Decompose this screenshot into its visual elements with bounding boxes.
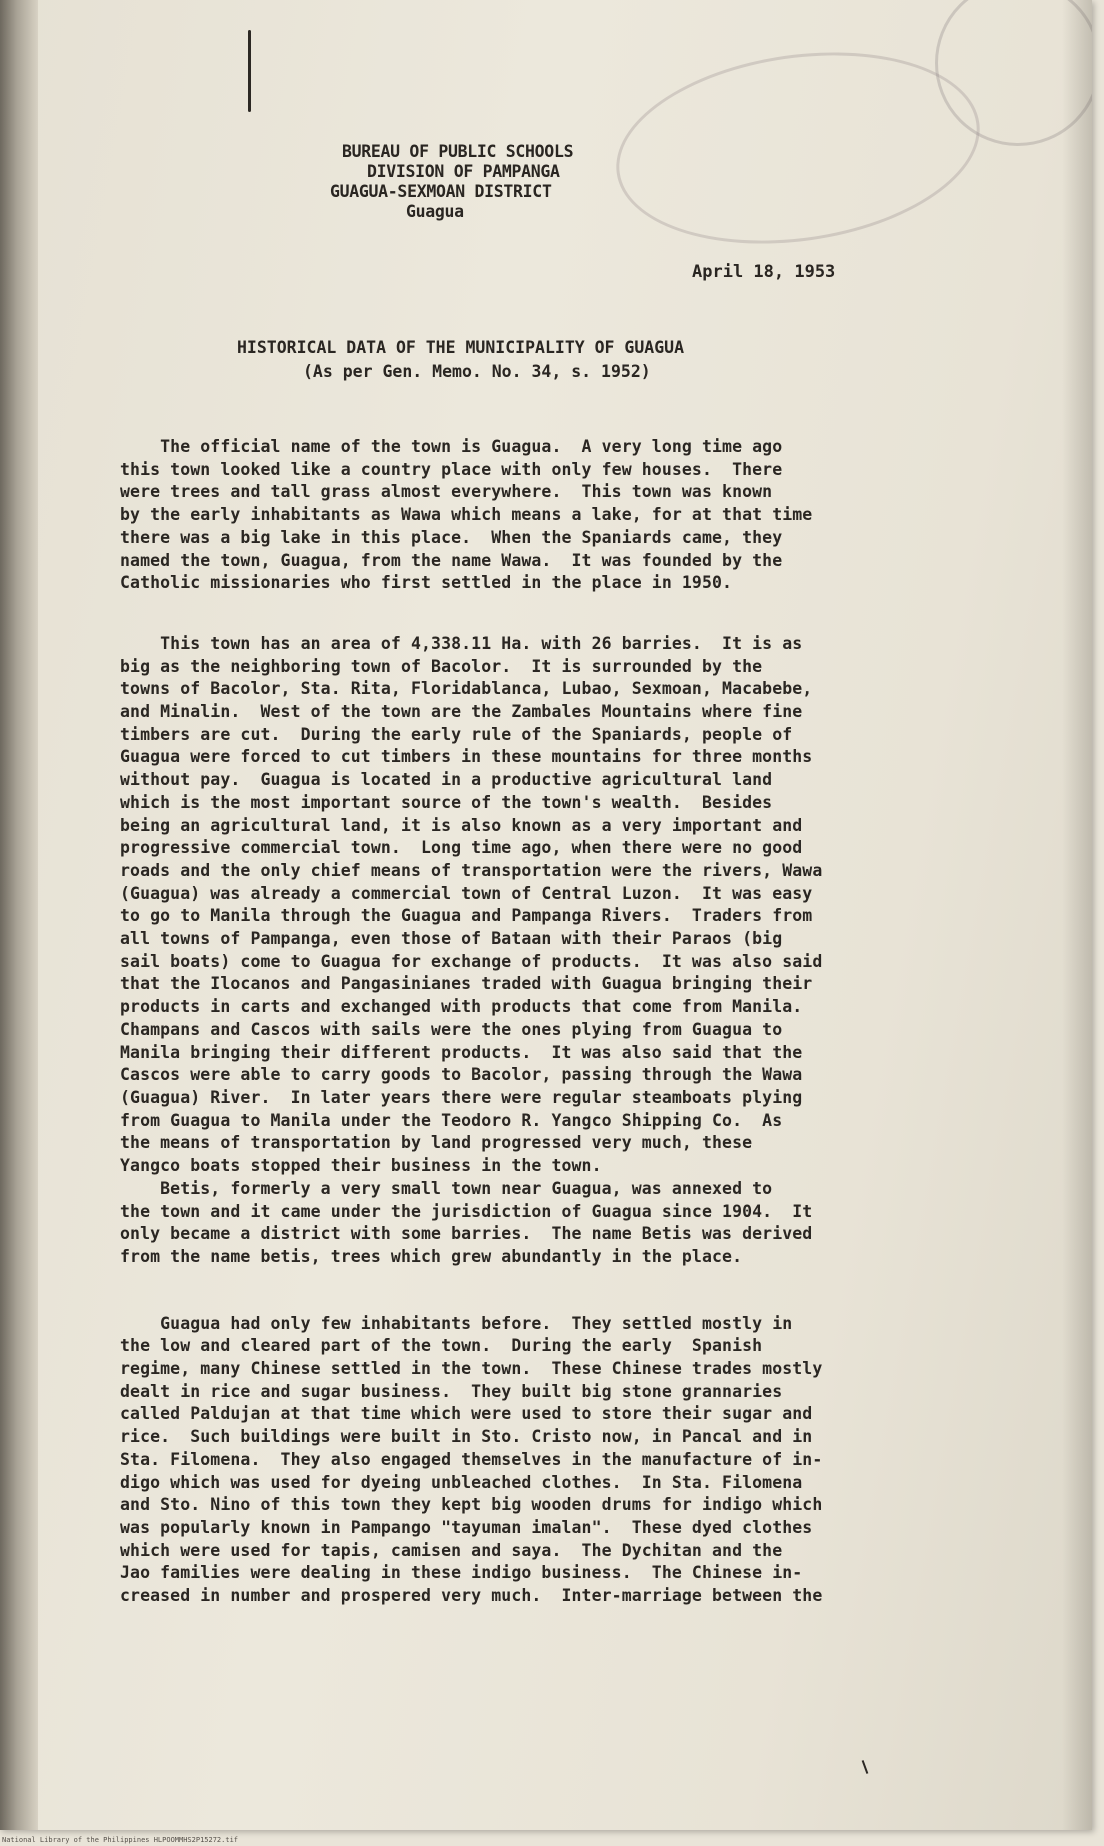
pen-mark bbox=[248, 30, 251, 112]
pen-tick-mark bbox=[862, 1760, 869, 1774]
scan-footer-label: National Library of the Philippines HLPOOMMHS2P15272.tif bbox=[2, 1836, 239, 1844]
letterhead-division: DIVISION OF PAMPANGA bbox=[367, 162, 560, 181]
paragraph-inhabitants: Guagua had only few inhabitants before. They settled mostly in the low and cleared part of the town. During the early Spanish regime, many Chinese settled in the town. These Chinese trades mostly dealt in rice and sugar business. They built big stone grannaries called Paldujan at that time which were used to store their sugar and rice. Such buildings were built in Sto. Cristo now, in Pancal and in Sta. Filomena. They also engaged themselves in the manufacture of in- digo which was used for dyeing unbleached clothes. In Sta. Filomena and Sto. Nino of this town they kept big wooden drums for indigo which was popularly known in Pampango "tayuman imalan". These dyed clothes which were used for tapis, camisen and saya. The Dychitan and the Jao families were dealing in these indigo business. The Chinese in- creased in number and prospered very much. Inter-marriage between the bbox=[120, 1313, 823, 1606]
letterhead-district: GUAGUA-SEXMOAN DISTRICT bbox=[330, 182, 552, 201]
title-subtitle: (As per Gen. Memo. No. 34, s. 1952) bbox=[303, 362, 651, 381]
document-date: April 18, 1953 bbox=[692, 262, 836, 282]
title-main: HISTORICAL DATA OF THE MUNICIPALITY OF GUAGUA bbox=[237, 338, 685, 357]
letterhead-bureau: BUREAU OF PUBLIC SCHOOLS bbox=[342, 142, 574, 161]
paragraph-betis: Betis, formerly a very small town near Guagua, was annexed to the town and it came under the jurisdiction of Guagua since 1904. It only became a district with some barries. The name Betis was derived from the name betis, trees which grew abundantly in the place. bbox=[120, 1178, 813, 1266]
document-body bbox=[120, 436, 1000, 1608]
letterhead bbox=[330, 142, 760, 222]
letterhead-town: Guagua bbox=[406, 202, 464, 221]
document-title bbox=[237, 336, 684, 384]
paragraph-official-name: The official name of the town is Guagua. A very long time ago this town looked like a country place with only few houses. There were trees and tall grass almost everywhere. This town was known by the early inhabitants as Wawa which means a lake, for at that time there was a big lake in this place. When the Spaniards came, they named the town, Guagua, from the name Wawa. It was founded by the Catholic missionaries who first settled in the place in 1950. bbox=[120, 437, 813, 593]
paragraph-area-and-commerce: This town has an area of 4,338.11 Ha. with 26 barries. It is as big as the neighboring town of Bacolor. It is surrounded by the towns of Bacolor, Sta. Rita, Floridablanca, Lubao, Sexmoan, Macabebe, and Minalin. West of the town are the Zambales Mountains where fine timbers are cut. During the early rule of the Spaniards, people of Guagua were forced to cut timbers in these mountains for three months without pay. Guagua is located in a productive agricultural land which is the most important source of the town's wealth. Besides being an agricultural land, it is also known as a very important and progressive commercial town. Long time ago, when there were no good roads and the only chief means of transportation were the rivers, Wawa (Guagua) was already a commercial town of Central Luzon. It was easy to go to Manila through the Guagua and Pampanga Rivers. Traders from all towns of Pampanga, even those of Bataan with their Paraos (big sail boats) come to Guagua for exchange of products. It was also said that the Ilocanos and Pangasinianes traded with Guagua bringing their products in carts and exchanged with products that come from Manila. Champans and Cascos with sails were the ones plying from Guagua to Manila bringing their different products. It was also said that the Cascos were able to carry goods to Bacolor, passing through the Wawa (Guagua) River. In later years there were regular steamboats plying from Guagua to Manila under the Teodoro R. Yangco Shipping Co. As the means of transportation by land progressed very much, these Yangco boats stopped their business in the town. bbox=[120, 633, 823, 1176]
